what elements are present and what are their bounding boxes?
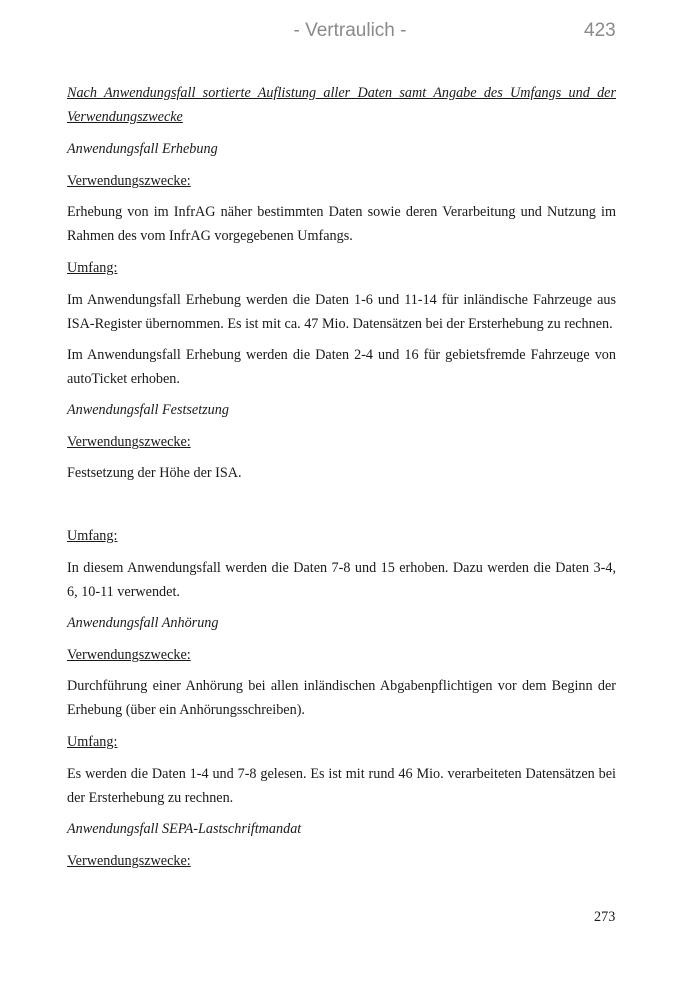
section-title-anhoerung: Anwendungsfall Anhörung (67, 615, 219, 631)
header-page-number: 423 (584, 20, 616, 41)
footer-page-number: 273 (594, 909, 616, 925)
purpose-label-sepa: Verwendungszwecke: (67, 853, 191, 869)
purpose-label-erhebung: Verwendungszwecke: (67, 173, 191, 189)
scope-text-erhebung-1: Im Anwendungsfall Erhebung werden die Daten 1-6 und 11-14 für inländische Fahrzeuge aus ISA-Register übernommen. Es ist mit ca. 47 Mio. Datensätzen bei der Ersterhebung zu rechnen. (67, 292, 616, 332)
scope-label-anhoerung: Umfang: (67, 734, 118, 750)
section-title-festsetzung: Anwendungsfall Festsetzung (67, 402, 229, 418)
scope-text-festsetzung: In diesem Anwendungsfall werden die Daten 7-8 und 15 erhoben. Dazu werden die Daten 3-4, 6, 10-11 verwendet. (67, 560, 616, 600)
purpose-text-festsetzung: Festsetzung der Höhe der ISA. (67, 465, 242, 481)
scope-text-anhoerung: Es werden die Daten 1-4 und 7-8 gelesen. Es ist mit rund 46 Mio. verarbeiteten Datensätzen bei der Ersterhebung zu rechnen. (67, 766, 616, 806)
scope-label-erhebung: Umfang: (67, 260, 118, 276)
document-heading: Nach Anwendungsfall sortierte Auflistung aller Daten samt Angabe des Umfangs und der Verwendungszwecke (67, 85, 616, 125)
header-title: - Vertraulich - (293, 20, 407, 41)
section-title-sepa: Anwendungsfall SEPA-Lastschriftmandat (67, 821, 302, 837)
scope-text-erhebung-2: Im Anwendungsfall Erhebung werden die Daten 2-4 und 16 für gebietsfremde Fahrzeuge von autoTicket erhoben. (67, 347, 616, 387)
purpose-label-festsetzung: Verwendungszwecke: (67, 434, 191, 450)
scope-label-festsetzung: Umfang: (67, 528, 118, 544)
purpose-label-anhoerung: Verwendungszwecke: (67, 647, 191, 663)
section-title-erhebung: Anwendungsfall Erhebung (67, 141, 218, 157)
purpose-text-erhebung: Erhebung von im InfrAG näher bestimmten Daten sowie deren Verarbeitung und Nutzung im Rahmen des vom InfrAG vorgegebenen Umfangs. (67, 204, 616, 244)
purpose-text-anhoerung: Durchführung einer Anhörung bei allen inländischen Abgabenpflichtigen vor dem Beginn der Erhebung (über ein Anhörungsschreiben). (67, 678, 616, 718)
